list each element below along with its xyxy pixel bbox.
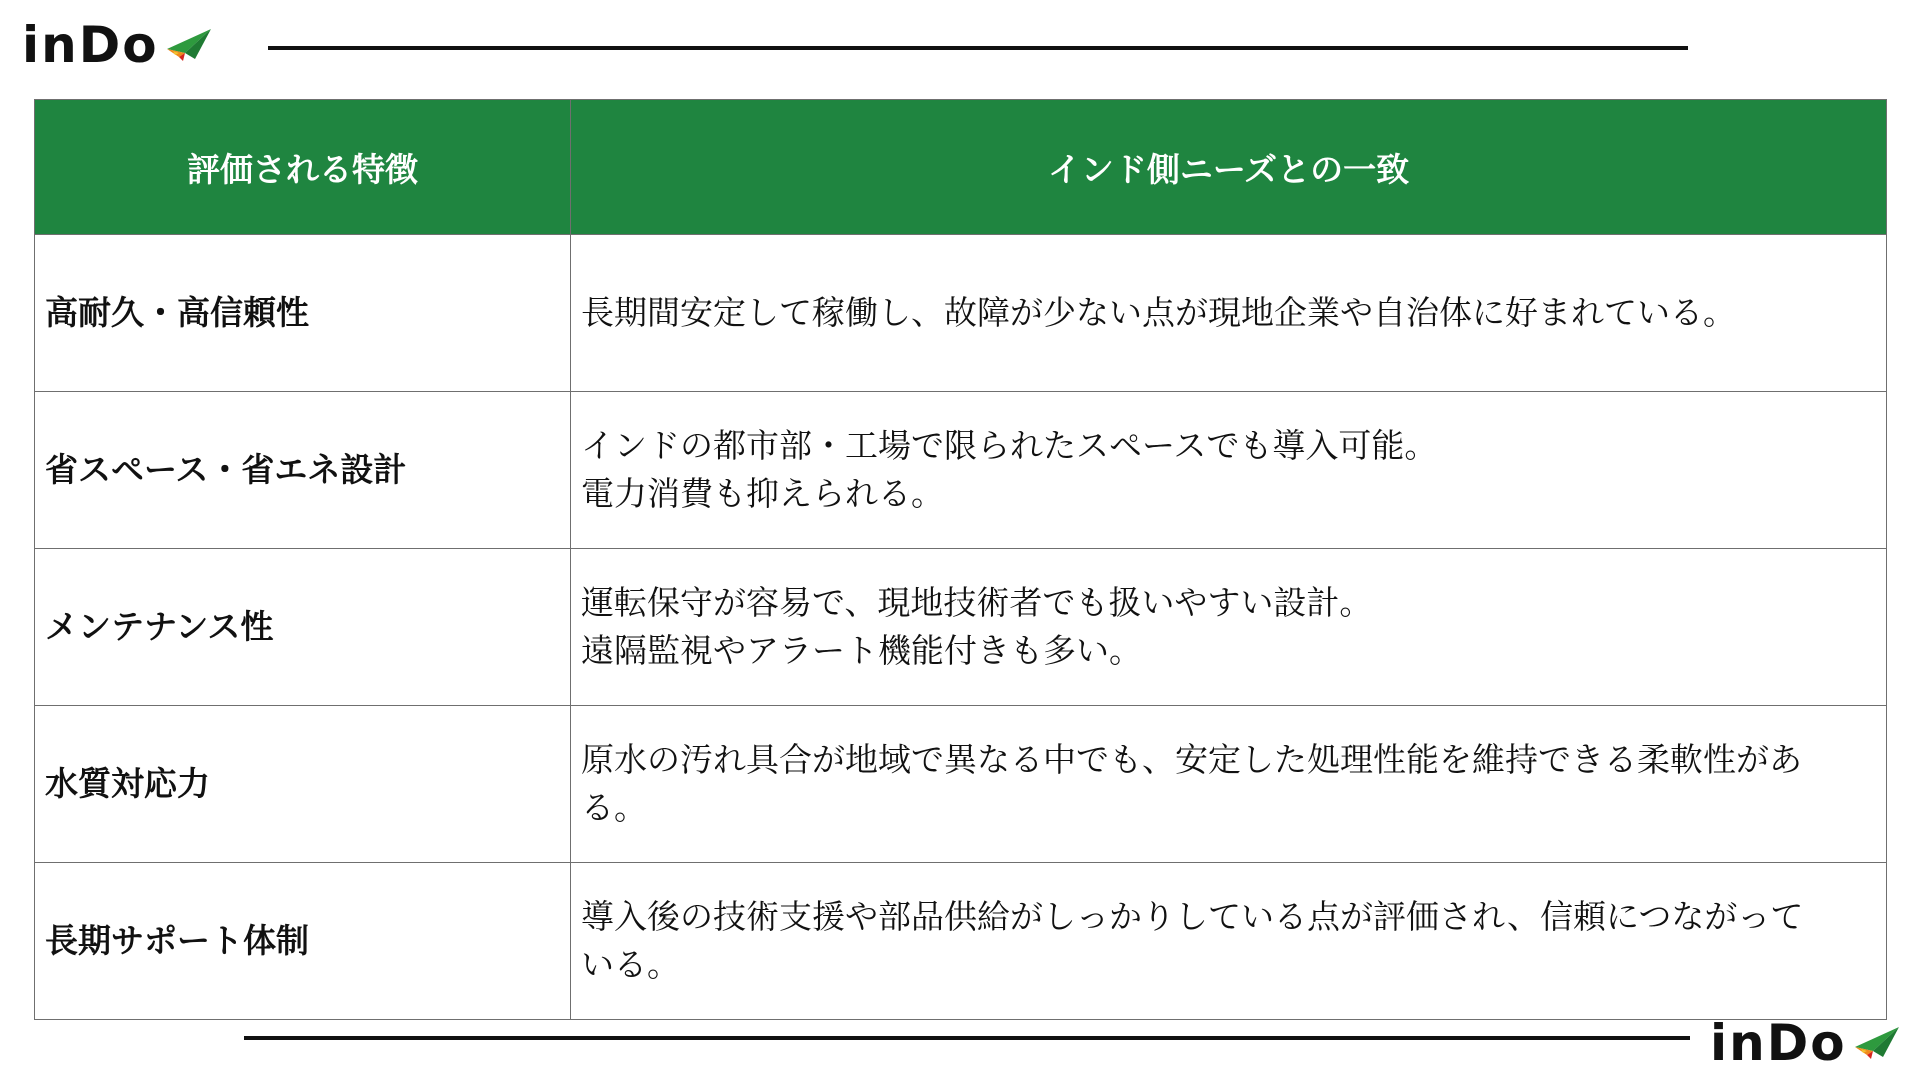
description-cell xyxy=(571,235,1887,392)
logo-wordmark: inDo xyxy=(1710,1014,1847,1072)
description-line: る。 xyxy=(581,788,647,827)
bottom-divider xyxy=(244,1036,1690,1040)
table-row xyxy=(35,863,1887,1020)
header-feature: 評価される特徴 xyxy=(35,100,571,235)
description-line: 導入後の技術支援や部品供給がしっかりしている点が評価され、信頼につながって xyxy=(581,897,1804,936)
description-cell xyxy=(571,706,1887,863)
feature-cell: 長期サポート体制 xyxy=(35,863,571,1020)
feature-cell: 高耐久・高信頼性 xyxy=(35,235,571,392)
comparison-table xyxy=(34,99,1886,1020)
table-row xyxy=(35,235,1887,392)
table-header-row xyxy=(35,100,1887,235)
description-line: いる。 xyxy=(581,945,680,984)
feature-cell: メンテナンス性 xyxy=(35,549,571,706)
top-divider xyxy=(268,46,1688,50)
description-cell xyxy=(571,863,1887,1020)
feature-cell: 省スペース・省エネ設計 xyxy=(35,392,571,549)
description-line: インドの都市部・工場で限られたスペースでも導入可能。 xyxy=(581,426,1438,465)
brand-logo-footer xyxy=(1710,1014,1901,1072)
description-line: 運転保守が容易で、現地技術者でも扱いやすい設計。 xyxy=(581,583,1373,622)
logo-wordmark: inDo xyxy=(22,16,159,74)
description-line: 原水の汚れ具合が地域で異なる中でも、安定した処理性能を維持できる柔軟性があ xyxy=(581,740,1802,779)
table-row xyxy=(35,392,1887,549)
table-row xyxy=(35,549,1887,706)
table-row xyxy=(35,706,1887,863)
paper-plane-icon xyxy=(1853,1025,1901,1061)
header-needs-match: インド側ニーズとの一致 xyxy=(571,100,1887,235)
paper-plane-icon xyxy=(165,27,213,63)
description-line: 遠隔監視やアラート機能付きも多い。 xyxy=(581,631,1142,670)
description-line: 電力消費も抑えられる。 xyxy=(581,474,944,513)
feature-cell: 水質対応力 xyxy=(35,706,571,863)
description-cell xyxy=(571,549,1887,706)
brand-logo xyxy=(22,16,213,74)
description-cell xyxy=(571,392,1887,549)
description-line: 長期間安定して稼働し、故障が少ない点が現地企業や自治体に好まれている。 xyxy=(581,293,1736,332)
